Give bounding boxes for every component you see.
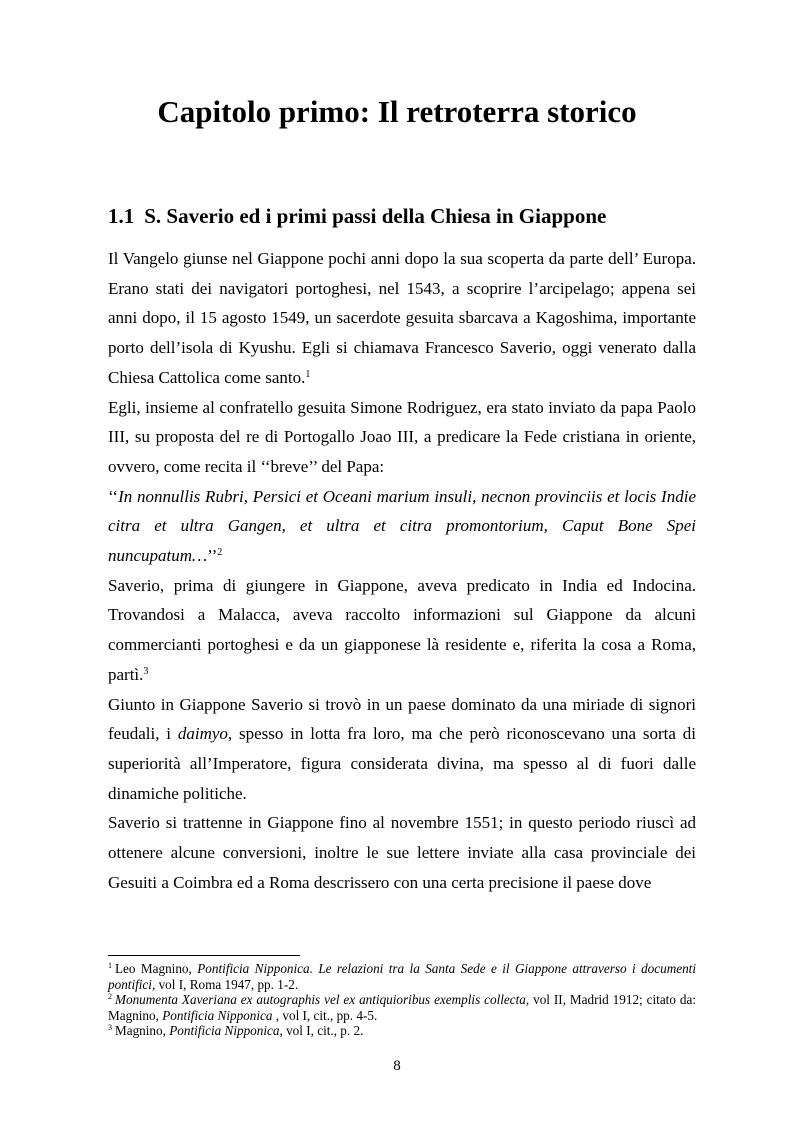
section-heading — [108, 204, 606, 229]
footnote-title: Pontificia Nipponica — [162, 1007, 273, 1023]
page-number: 8 — [393, 1058, 401, 1074]
footnote — [108, 992, 696, 1023]
footnote-number: 1 — [108, 961, 112, 970]
footnote-text: vol I, Roma 1947, pp. 1-2. — [155, 976, 299, 992]
footnote-text: , vol I, cit., p. 2. — [279, 1023, 364, 1038]
body-text — [108, 244, 696, 897]
footnote-number: 3 — [108, 1023, 112, 1032]
chapter-title: Capitolo primo: Il retroterra storico — [157, 94, 637, 129]
paragraph-text: , spesso in lotta fra loro, ma che però riconoscevano una sorta di superiorità all’Imperatore, figura considerata divina, ma spesso al di fuori dalle dinamiche politiche. — [108, 724, 696, 803]
paragraph-text: Saverio, prima di giungere in Giappone, aveva predicato in India ed Indocina. Trovandosi a Malacca, aveva raccolto informazioni sul Giappone da alcuni commercianti portoghesi e da un giapponese là residente e, riferita la cosa a Roma, partì. — [108, 575, 696, 684]
footnote-title: Monumenta Xaveriana ex autographis vel ex antiquioribus exemplis collecta — [115, 992, 526, 1007]
quotation — [108, 482, 696, 571]
quote-text: In nonnullis Rubri, Persici et Oceani marium insuli, necnon provinciis et locis Indie citra et ultra Gangen, et ultra et citra promontorium, Caput Bone Spei nuncupatum… — [108, 486, 696, 566]
paragraph — [108, 571, 696, 690]
footnote-separator — [108, 955, 300, 956]
footnote — [108, 961, 696, 992]
footnote-number: 2 — [108, 992, 112, 1001]
footnote — [108, 1023, 696, 1039]
paragraph — [108, 690, 696, 809]
footnote-ref: 3 — [143, 665, 149, 677]
section-number: 1.1 — [108, 204, 135, 228]
footnote-ref: 1 — [305, 368, 311, 380]
paragraph-text: Il Vangelo giunse nel Giappone pochi anni dopo la sua scoperta da parte dell’ Europa. Erano stati dei navigatori portoghesi, nel 1543, a scoprire l’arcipelago; appena sei anni dopo, il 15 agosto 1549, un sacerdote gesuita sbarcava a Kagoshima, importante porto dell’isola di Kyushu. Egli si chiamava Francesco Saverio, oggi venerato dalla Chiesa Cattolica come santo. — [108, 249, 696, 387]
section-title: S. Saverio ed i primi passi della Chiesa in Giappone — [144, 204, 607, 228]
footnote-ref: 2 — [217, 547, 223, 559]
footnote-text: , vol I, cit., pp. 4-5. — [272, 1007, 378, 1023]
quote-mark: ‘‘ — [108, 486, 119, 506]
footnote-title: Pontificia Nipponica — [169, 1023, 280, 1038]
paragraph-text: Giunto in Giappone Saverio si trovò in un paese dominato da una miriade di signori feudali, i — [108, 694, 696, 744]
paragraph-text: Egli, insieme al confratello gesuita Simone Rodriguez, era stato inviato da papa Paolo III, su proposta del re di Portogallo Joao III, a predicare la Fede cristiana in oriente, ovvero, come recita il ‘‘breve’’ del Papa: — [108, 397, 696, 476]
paragraph — [108, 244, 696, 393]
paragraph — [108, 808, 696, 897]
footnote-text: Magnino, — [115, 1023, 170, 1038]
footnote-text: Leo Magnino, — [115, 961, 198, 976]
italic-term: daimyo — [177, 724, 228, 744]
quote-mark: ’’ — [207, 546, 218, 566]
footnote-text: , vol II, Madrid 1912; citato da: Magnino, — [108, 992, 696, 1023]
paragraph — [108, 393, 696, 482]
paragraph-text: Saverio si trattenne in Giappone fino al novembre 1551; in questo periodo riuscì ad ottenere alcune conversioni, inoltre le sue lettere inviate alla casa provinciale dei Gesuiti a Coimbra ed a Roma descrissero con una certa precisione il paese dove — [108, 813, 696, 892]
footnote-title: Pontificia Nipponica. Le relazioni tra la Santa Sede e il Giappone attraverso i documenti pontifici, — [108, 961, 697, 992]
footnotes — [108, 961, 696, 1039]
